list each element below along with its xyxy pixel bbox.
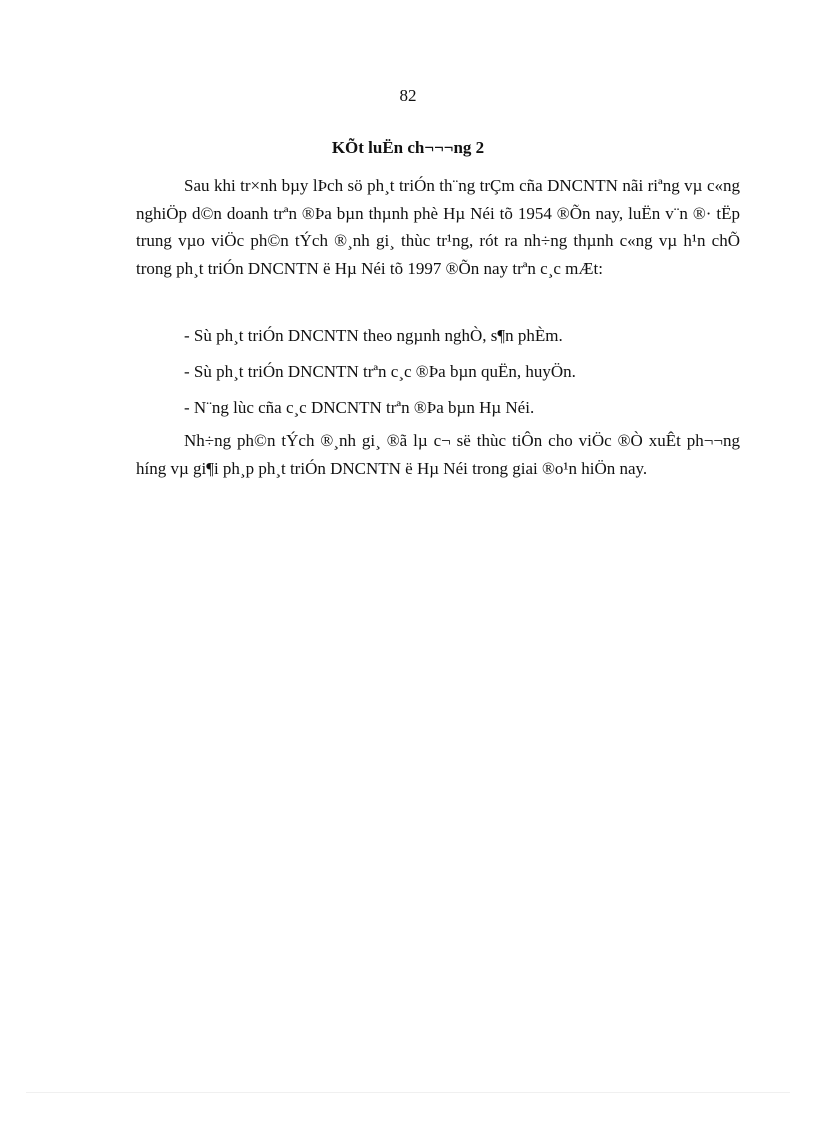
page-number: 82 [399,86,417,105]
list-item: - N¨ng lùc cña c¸c DNCNTN trªn ®Þa bµn Hµ Néi. [184,398,535,417]
paragraph-2: Nh÷ng ph©n tÝch ®¸nh gi¸ ®ã lµ c¬ së thùc tiÔn cho viÖc ®Ò xuÊt ph¬¬ng híng vµ gi¶i ph¸p ph¸t triÓn DNCNTN ë Hµ Néi trong giai ®o¹n hiÖn nay. [136,431,740,478]
section-heading: KÕt luËn ch¬¬¬ng 2 [331,138,485,157]
paragraph-1: Sau khi tr×nh bµy lÞch sö ph¸t triÓn th¨ng trÇm cña DNCNTN nãi riªng vµ c«ng nghiÖp d©n doanh trªn ®Þa bµn thµnh phè Hµ Néi tõ 1954 ®Õn nay, luËn v¨n ®· tËp trung vµo viÖc ph©n tÝch ®¸nh gi¸ thùc tr¹ng, rót ra nh÷ng thµnh c«ng vµ h¹n chÕ trong ph¸t triÓn DNCNTN ë Hµ Néi tõ 1997 ®Õn nay trªn c¸c mÆt: [136,176,740,278]
page-bottom-divider [26,1092,790,1093]
bullet-list [136,318,740,426]
list-item: - Sù ph¸t triÓn DNCNTN trªn c¸c ®Þa bµn quËn, huyÖn. [184,362,576,381]
list-item: - Sù ph¸t triÓn DNCNTN theo ngµnh nghÒ, s¶n phÈm. [184,326,563,345]
